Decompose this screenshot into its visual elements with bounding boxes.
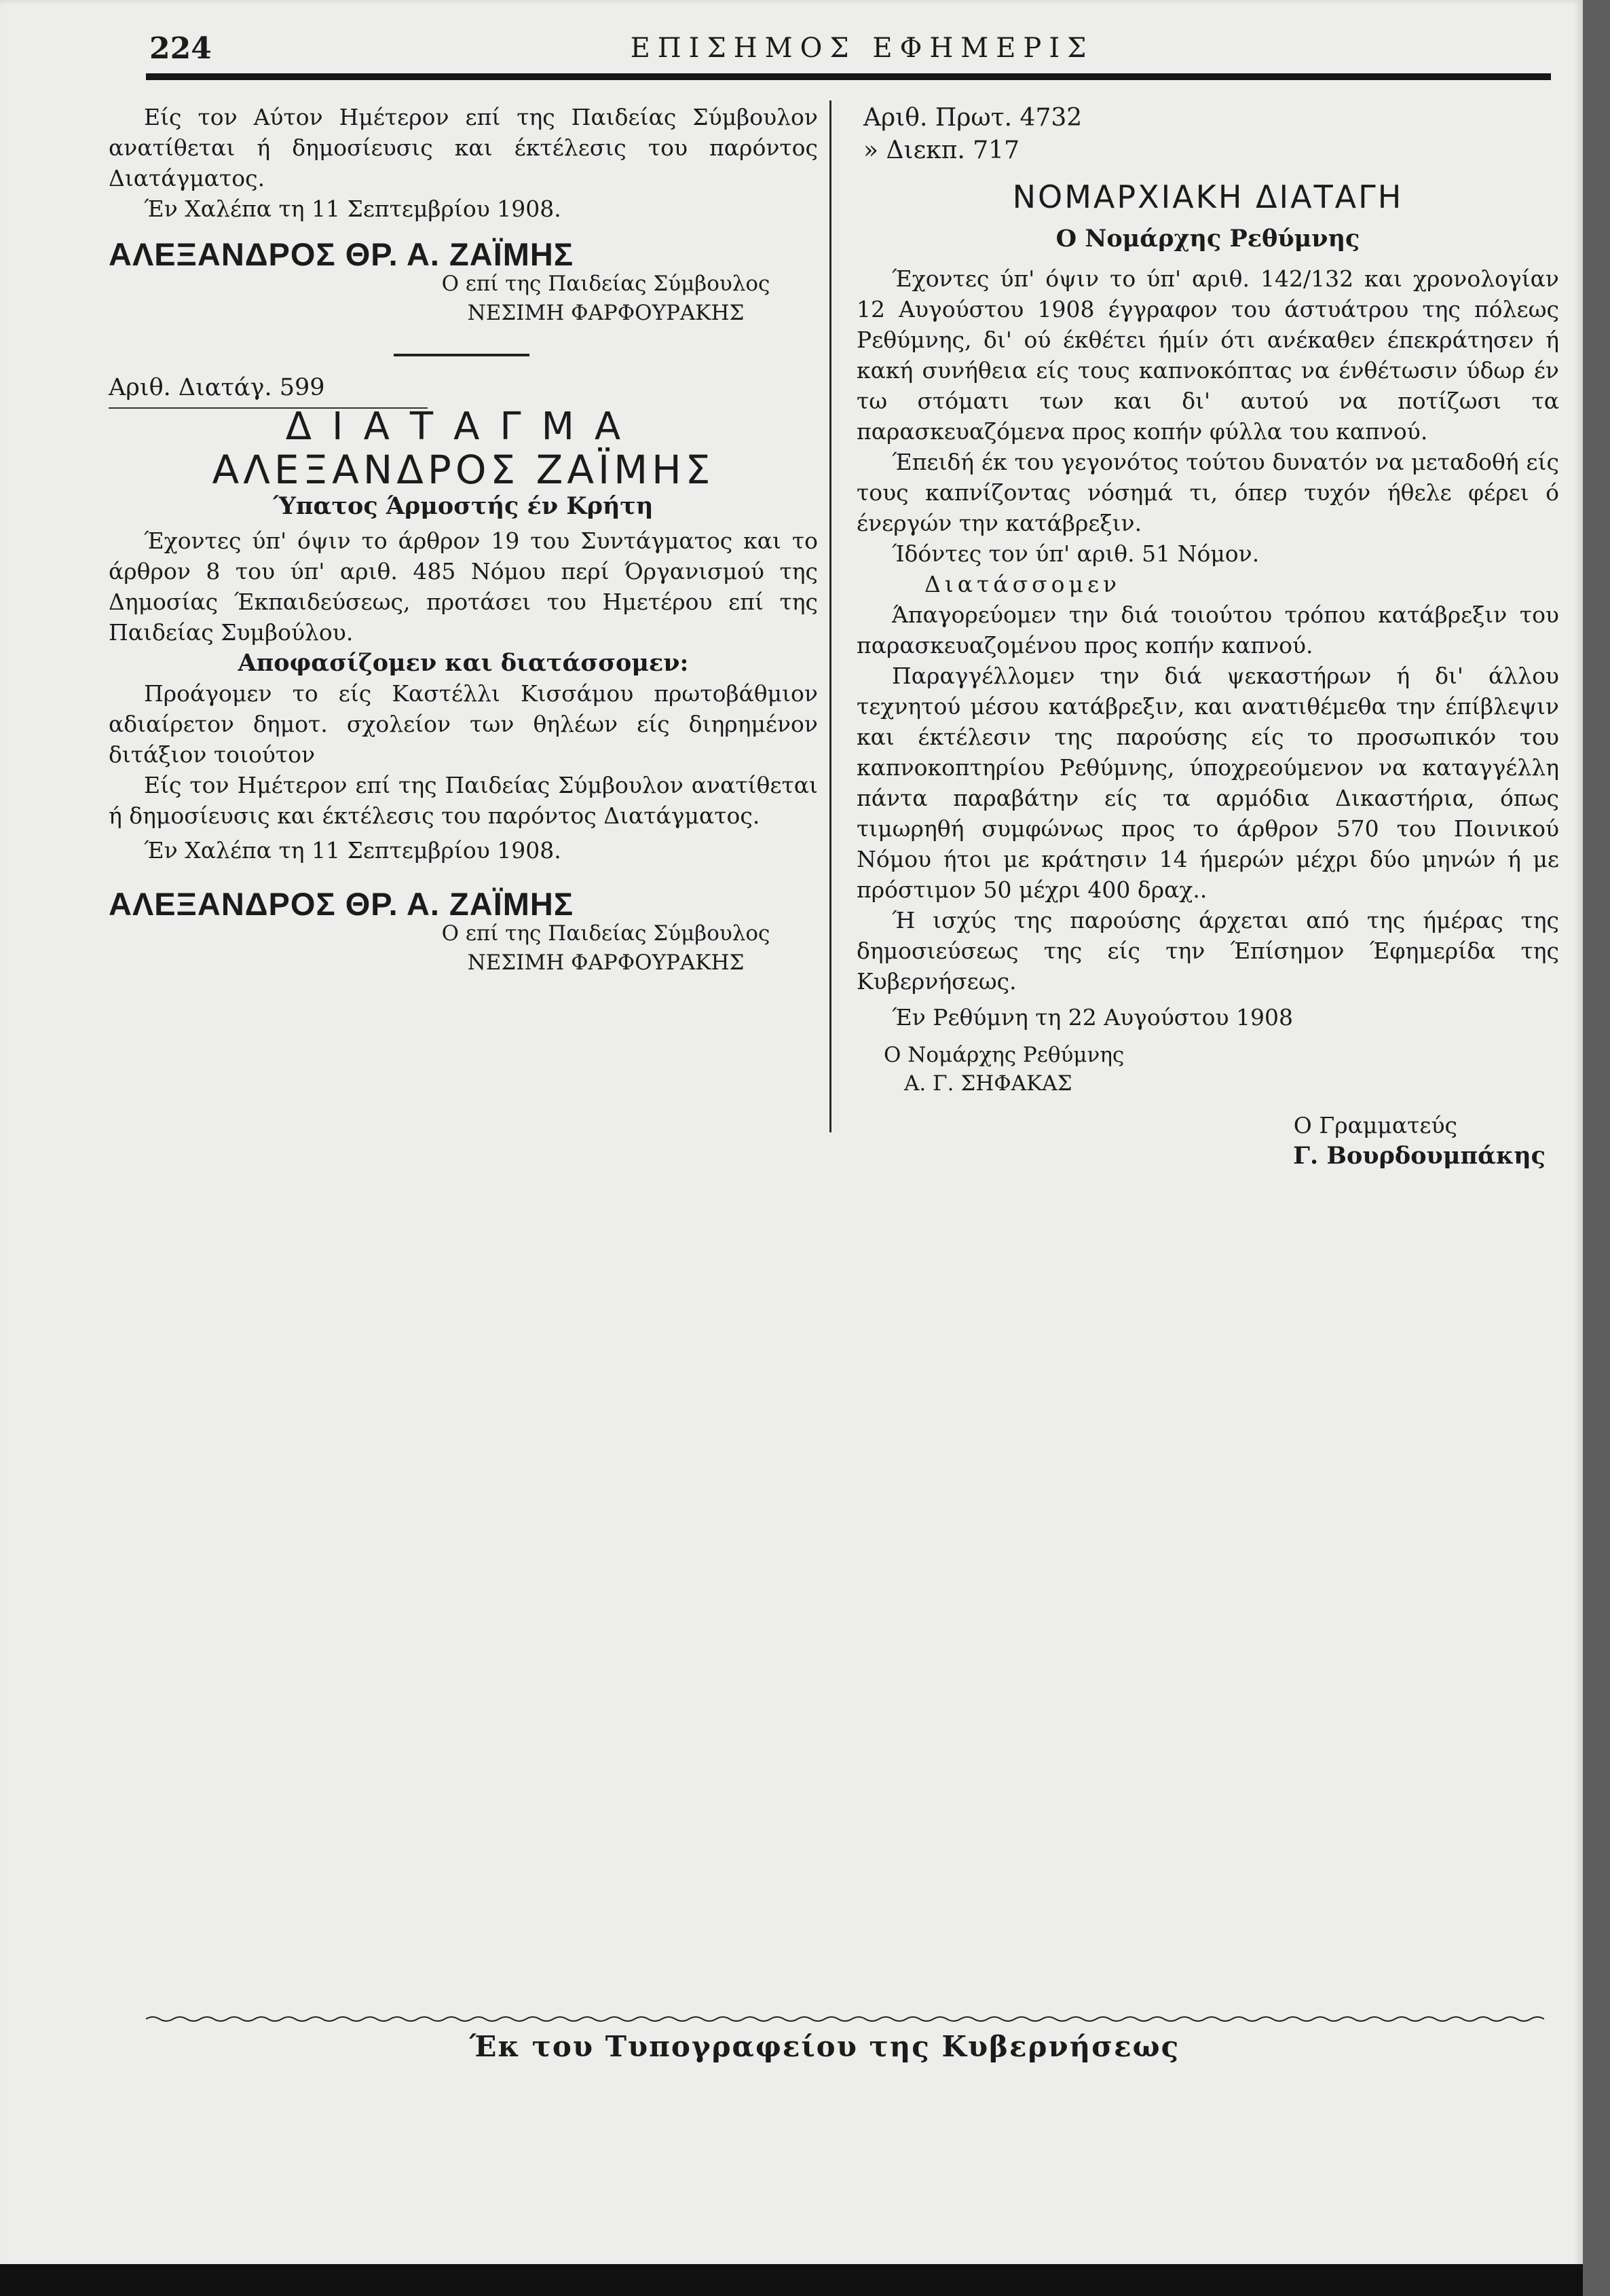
right-column bbox=[857, 102, 1559, 1171]
procedure-number: » Διεκπ. 717 bbox=[863, 136, 1019, 164]
date-line: Έν Ρεθύμνη τη 22 Αυγούστου 1908 bbox=[892, 1004, 1293, 1031]
decree-issuer: ΑΛΕΞΑΝΔΡΟΣ ΖΑΪΜΗΣ bbox=[212, 447, 715, 493]
header-rule bbox=[146, 73, 1551, 80]
preamble-text: Έχοντες ύπ' όψιν το άρθρον 19 του Συντάγματος και το άρθρον 8 του ύπ' αριθ. 485 Νόμου περί Όργανισμού της Δημοσίας Έκπαιδεύσεως, προτάσει του Ημετέρου επί της Παιδείας Συμβούλου. bbox=[109, 527, 818, 646]
issuer-role: Ύπατος Άρμοστής έν Κρήτη bbox=[273, 492, 654, 520]
page-number: 224 bbox=[149, 31, 212, 66]
protocol-number: Αριθ. Πρωτ. 4732 bbox=[863, 104, 1083, 132]
prefect-name: Α. Γ. ΣΗΦΑΚΑΣ bbox=[904, 1071, 1072, 1096]
date-line: Έν Χαλέπα τη 11 Σεπτεμβρίου 1908. bbox=[144, 196, 561, 222]
scan-edge bbox=[0, 2264, 1583, 2296]
secretary-signature bbox=[857, 1110, 1546, 1171]
secretary-name: Γ. Βουρδουμπάκης bbox=[1293, 1142, 1546, 1170]
decree-title: ΔΙΑΤΑΓΜΑ bbox=[285, 405, 641, 449]
journal-title: ΕΠΙΣΗΜΟΣ ΕΦΗΜΕΡΙΣ bbox=[630, 33, 1094, 64]
section-separator bbox=[394, 354, 529, 356]
countersignature bbox=[394, 270, 818, 328]
closing-text: Είς τον Ημέτερον επί της Παιδείας Σύμβουλον ανατίθεται ή δημοσίευσις και έκτέλεσις του παρόντος Διατάγματος. bbox=[109, 772, 818, 829]
countersign-title: Ο επί της Παιδείας Σύμβουλος bbox=[441, 921, 770, 946]
decree-word: Διατάσσομεν bbox=[924, 571, 1121, 597]
prefect-signature bbox=[884, 1041, 1559, 1098]
notice-paragraph: Ή ισχύς της παρούσης άρχεται από της ήμέρας της δημοσιεύσεως της είς την Έπίσημον Έφημερίδα της Κυβερνήσεως. bbox=[857, 907, 1559, 995]
signatory-name: ΑΛΕΞΑΝΔΡΟΣ ΘΡ. Α. ΖΑΪΜΗΣ bbox=[109, 886, 574, 922]
notice-paragraph: Έχοντες ύπ' όψιν το ύπ' αριθ. 142/132 και χρονολογίαν 12 Αυγούστου 1908 έγγραφον του άστυάτρου της πόλεως Ρεθύμνης, δι' ού έκθέτει ήμίν ότι ανέκαθεν έπεκράτησεν ή κακή συνήθεια είς τους καπνοκόπτας να ένθέτωσιν ύδωρ έν τω στόματι των και δι' αυτού να ποτίζωσι τα παρασκευαζόμενα προς κοπήν φύλλα του καπνού. bbox=[857, 265, 1559, 445]
left-column bbox=[109, 102, 818, 978]
intro-text: Είς τον Αύτον Ημέτερον επί της Παιδείας Σύμβουλον ανατίθεται ή δημοσίευσις και έκτέλεσις του παρόντος Διατάγματος. bbox=[109, 104, 818, 191]
notice-issuer: Ο Νομάρχης Ρεθύμνης bbox=[1055, 225, 1360, 253]
notice-paragraph: Ίδόντες τον ύπ' αριθ. 51 Νόμον. bbox=[892, 540, 1260, 567]
decree-number: Αριθ. Διατάγ. 599 bbox=[109, 373, 428, 409]
countersign-name: ΝΕΣΙΜΗ ΦΑΡΦΟΥΡΑΚΗΣ bbox=[467, 301, 745, 325]
notice-paragraph: Άπαγορεύομεν την διά τοιούτου τρόπου κατάβρεξιν του παρασκευαζομένου προς κοπήν καπνού. bbox=[857, 601, 1559, 659]
notice-paragraph: Παραγγέλλομεν την διά ψεκαστήρων ή δι' άλλου τεχνητού μέσου κατάβρεξιν, και ανατιθέμεθα την έπίβλεψιν και έκτέλεσιν της παρούσης είς το προσωπικόν του καπνοκοπτηρίου Ρεθύμνης, ύποχρεούμενον να καταγγέλλη πάντα παραβάτην είς τα αρμόδια Δικαστήρια, όπως τιμωρηθή συμφώνως προς το άρθρον 570 του Ποινικού Νόμου ήτοι με κράτησιν 14 ήμερών μέχρι δύο μηνών ή με πρόστιμον 50 μέχρι 400 δραχ.. bbox=[857, 663, 1559, 903]
notice-heading: ΝΟΜΑΡΧΙΑΚΗ ΔΙΑΤΑΓΗ bbox=[1012, 179, 1404, 215]
footer-wavy-rule bbox=[146, 2015, 1544, 2023]
decision-text: Προάγομεν το είς Καστέλλι Κισσάμου πρωτοβάθμιον αδιαίρετον δημοτ. σχολείον των θηλέων είς διηρημένον διτάξιον τοιούτον bbox=[109, 680, 818, 768]
date-line: Έν Χαλέπα τη 11 Σεπτεμβρίου 1908. bbox=[144, 837, 561, 864]
decide-heading: Αποφασίζομεν και διατάσσομεν: bbox=[238, 649, 689, 677]
prefect-title: Ο Νομάρχης Ρεθύμνης bbox=[884, 1043, 1125, 1067]
secretary-title: Ο Γραμματεύς bbox=[1293, 1112, 1457, 1138]
countersignature bbox=[394, 919, 818, 978]
page-header bbox=[0, 0, 1583, 81]
signatory-name: ΑΛΕΞΑΝΔΡΟΣ ΘΡ. Α. ΖΑΪΜΗΣ bbox=[109, 236, 574, 272]
column-divider bbox=[829, 100, 831, 1132]
countersign-title: Ο επί της Παιδείας Σύμβουλος bbox=[441, 272, 770, 296]
notice-paragraph: Έπειδή έκ του γεγονότος τούτου δυνατόν να μεταδοθή είς τους καπνίζοντας νόσημά τι, όπερ τυχόν ήθελε φέρει ό ένεργών την κατάβρεξιν. bbox=[857, 449, 1559, 536]
printer-imprint: Έκ του Τυπογραφείου της Κυβερνήσεως bbox=[469, 2030, 1180, 2063]
countersign-name: ΝΕΣΙΜΗ ΦΑΡΦΟΥΡΑΚΗΣ bbox=[467, 950, 745, 975]
